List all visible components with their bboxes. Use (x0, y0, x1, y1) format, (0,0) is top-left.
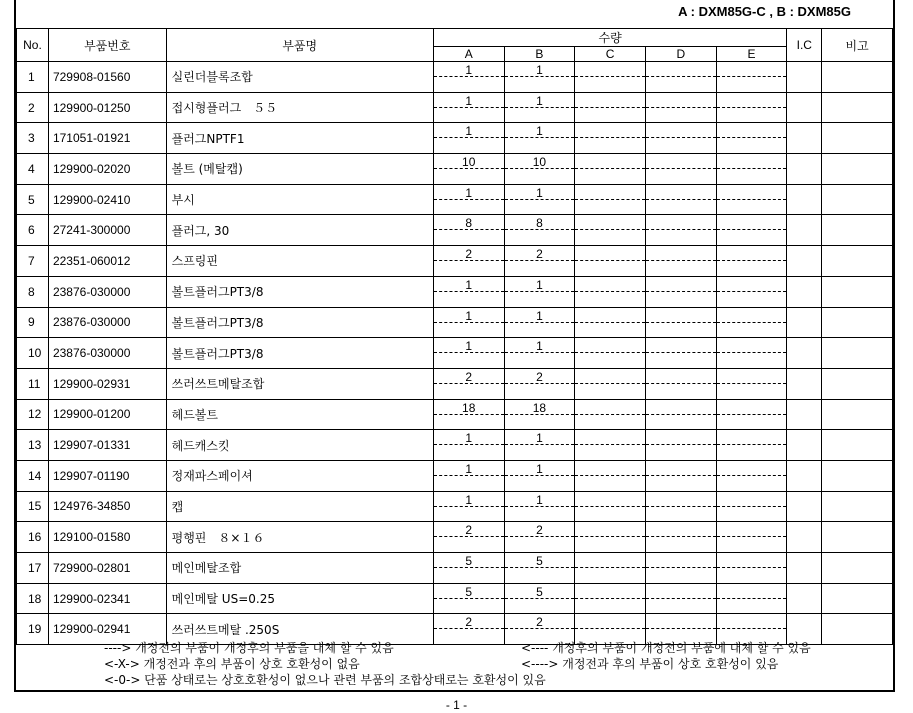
qty-b-value: 2 (536, 247, 543, 262)
part-name: 쓰러쓰트메탈 .250S (166, 614, 433, 645)
part-name: 접시형플러그 ５５ (166, 92, 433, 123)
row-number: 18 (17, 583, 49, 614)
legend-replace-forward: ----> 개정전의 부품이 개정후의 부품을 대체 할 수 있음 (104, 641, 394, 655)
table-row (17, 215, 893, 246)
qty-b-value: 1 (536, 431, 543, 446)
header-part-number: 부품번호 (48, 29, 166, 62)
part-name: 볼트플러그PT3/8 (166, 307, 433, 338)
qty-a-value: 1 (465, 431, 473, 446)
remark-cell (822, 430, 893, 461)
qty-d (645, 215, 716, 246)
table-row (17, 123, 893, 154)
header-qty-c: C (575, 47, 646, 62)
qty-a-value: 1 (465, 124, 473, 139)
table-row (17, 338, 893, 369)
parts-table (16, 28, 893, 645)
qty-a-value: 1 (465, 185, 473, 200)
header-remark: 비고 (822, 29, 893, 62)
qty-e (716, 123, 787, 154)
qty-d (645, 522, 716, 553)
qty-a-value: 1 (465, 308, 473, 323)
qty-c (575, 62, 646, 93)
qty-b-value: 2 (536, 615, 543, 630)
qty-b-value: 1 (536, 93, 543, 108)
qty-b-value: 1 (536, 339, 543, 354)
table-row (17, 583, 893, 614)
qty-e (716, 215, 787, 246)
qty-c (575, 583, 646, 614)
part-number: 23876-030000 (48, 276, 166, 307)
remark-cell (822, 246, 893, 277)
part-number: 129900-01200 (48, 399, 166, 430)
qty-c (575, 430, 646, 461)
remark-cell (822, 460, 893, 491)
qty-a (433, 154, 504, 185)
ic-cell (787, 583, 822, 614)
qty-d (645, 368, 716, 399)
table-row (17, 460, 893, 491)
qty-e (716, 246, 787, 277)
remark-cell (822, 583, 893, 614)
part-number: 124976-34850 (48, 491, 166, 522)
qty-a (433, 583, 504, 614)
remark-cell (822, 553, 893, 584)
qty-c (575, 460, 646, 491)
qty-a (433, 276, 504, 307)
qty-c (575, 338, 646, 369)
header-ic: I.C (787, 29, 822, 62)
qty-b (504, 491, 575, 522)
table-row (17, 276, 893, 307)
qty-e (716, 368, 787, 399)
ic-cell (787, 460, 822, 491)
parts-table-body (17, 62, 893, 645)
qty-d (645, 123, 716, 154)
part-number: 27241-300000 (48, 215, 166, 246)
qty-e (716, 62, 787, 93)
model-line: A : DXM85G-C , B : DXM85G (678, 4, 851, 19)
qty-a-value: 2 (465, 369, 473, 384)
qty-b-value: 8 (536, 216, 543, 231)
qty-d (645, 583, 716, 614)
qty-b (504, 246, 575, 277)
qty-e (716, 583, 787, 614)
ic-cell (787, 92, 822, 123)
remark-cell (822, 62, 893, 93)
row-number: 8 (17, 276, 49, 307)
part-number: 129900-02341 (48, 583, 166, 614)
qty-a-value: 2 (465, 247, 473, 262)
qty-b-value: 5 (536, 554, 543, 568)
part-number: 22351-060012 (48, 246, 166, 277)
part-name: 볼트플러그PT3/8 (166, 276, 433, 307)
qty-b-value: 1 (536, 63, 543, 77)
qty-a-value: 18 (462, 400, 476, 415)
ic-cell (787, 184, 822, 215)
part-name: 헤드볼트 (166, 399, 433, 430)
table-row (17, 246, 893, 277)
qty-c (575, 553, 646, 584)
ic-cell (787, 368, 822, 399)
qty-b (504, 123, 575, 154)
qty-c (575, 154, 646, 185)
qty-c (575, 522, 646, 553)
table-row (17, 399, 893, 430)
qty-d (645, 276, 716, 307)
qty-b (504, 522, 575, 553)
ic-cell (787, 123, 822, 154)
qty-b-value: 1 (536, 308, 543, 323)
table-row (17, 553, 893, 584)
qty-b (504, 430, 575, 461)
qty-d (645, 246, 716, 277)
qty-a (433, 338, 504, 369)
qty-a (433, 430, 504, 461)
ic-cell (787, 62, 822, 93)
qty-b (504, 92, 575, 123)
part-name: 메인메탈조합 (166, 553, 433, 584)
part-number: 129900-02020 (48, 154, 166, 185)
table-row (17, 62, 893, 93)
part-name: 메인메탈 US=0.25 (166, 583, 433, 614)
remark-cell (822, 215, 893, 246)
part-number: 129100-01580 (48, 522, 166, 553)
table-row (17, 491, 893, 522)
qty-b (504, 184, 575, 215)
ic-cell (787, 246, 822, 277)
qty-b (504, 215, 575, 246)
part-number: 129900-02941 (48, 614, 166, 645)
part-number: 129907-01190 (48, 460, 166, 491)
row-number: 6 (17, 215, 49, 246)
header-quantity: 수량 (433, 29, 787, 47)
qty-b-value: 5 (536, 584, 543, 599)
legend-assembly-compatible: <-0-> 단품 상태로는 상호호환성이 없으나 관련 부품의 조합상태로는 호환성이 있음 (104, 673, 546, 687)
remark-cell (822, 368, 893, 399)
qty-a (433, 215, 504, 246)
table-row (17, 184, 893, 215)
row-number: 16 (17, 522, 49, 553)
qty-a (433, 307, 504, 338)
remark-cell (822, 276, 893, 307)
qty-a-value: 2 (465, 615, 473, 630)
row-number: 10 (17, 338, 49, 369)
qty-a-value: 2 (465, 523, 473, 538)
qty-e (716, 491, 787, 522)
remark-cell (822, 491, 893, 522)
ic-cell (787, 399, 822, 430)
part-name: 스프링핀 (166, 246, 433, 277)
row-number: 11 (17, 368, 49, 399)
qty-a-value: 1 (465, 492, 473, 507)
legend-compatible: <----> 개정전과 후의 부품이 상호 호환성이 있음 (521, 657, 779, 671)
qty-b (504, 460, 575, 491)
remark-cell (822, 123, 893, 154)
qty-c (575, 246, 646, 277)
remark-cell (822, 338, 893, 369)
row-number: 19 (17, 614, 49, 645)
qty-c (575, 307, 646, 338)
legend-not-compatible: <-X-> 개정전과 후의 부품이 상호 호환성이 없음 (104, 657, 360, 671)
part-name: 쓰러쓰트메탈조합 (166, 368, 433, 399)
qty-b-value: 1 (536, 492, 543, 507)
qty-b (504, 583, 575, 614)
ic-cell (787, 307, 822, 338)
qty-e (716, 338, 787, 369)
qty-a-value: 1 (465, 93, 473, 108)
qty-c (575, 368, 646, 399)
page-number: - 1 - (445, 698, 468, 712)
part-number: 129900-02931 (48, 368, 166, 399)
row-number: 13 (17, 430, 49, 461)
part-number: 129900-01250 (48, 92, 166, 123)
qty-b (504, 62, 575, 93)
qty-a (433, 123, 504, 154)
qty-b-value: 18 (532, 400, 547, 415)
header-qty-e: E (716, 47, 787, 62)
row-number: 14 (17, 460, 49, 491)
qty-e (716, 276, 787, 307)
row-number: 2 (17, 92, 49, 123)
qty-d (645, 553, 716, 584)
qty-c (575, 399, 646, 430)
qty-d (645, 92, 716, 123)
qty-a (433, 246, 504, 277)
table-row (17, 368, 893, 399)
qty-d (645, 430, 716, 461)
qty-a (433, 184, 504, 215)
part-name: 실린더블록조합 (166, 62, 433, 93)
ic-cell (787, 215, 822, 246)
qty-a-value: 1 (465, 339, 473, 354)
qty-b-value: 1 (536, 277, 543, 292)
qty-e (716, 307, 787, 338)
qty-d (645, 491, 716, 522)
part-name: 평행핀 ８×１６ (166, 522, 433, 553)
qty-b (504, 307, 575, 338)
qty-a-value: 5 (465, 584, 473, 599)
ic-cell (787, 276, 822, 307)
part-name: 헤드캐스킷 (166, 430, 433, 461)
remark-cell (822, 92, 893, 123)
remark-cell (822, 184, 893, 215)
header-no: No. (17, 29, 49, 62)
parts-list-sheet (14, 0, 895, 692)
qty-b-value: 1 (536, 185, 543, 200)
qty-b-value: 1 (536, 124, 543, 139)
qty-d (645, 460, 716, 491)
row-number: 4 (17, 154, 49, 185)
compatibility-legend (16, 640, 893, 688)
qty-b (504, 368, 575, 399)
qty-c (575, 276, 646, 307)
qty-b (504, 399, 575, 430)
qty-a-value: 8 (465, 216, 473, 231)
qty-b (504, 338, 575, 369)
qty-b-value: 10 (532, 155, 547, 170)
qty-b (504, 154, 575, 185)
ic-cell (787, 553, 822, 584)
part-number: 129907-01331 (48, 430, 166, 461)
qty-d (645, 307, 716, 338)
part-number: 729900-02801 (48, 553, 166, 584)
qty-e (716, 553, 787, 584)
qty-e (716, 399, 787, 430)
qty-b (504, 553, 575, 584)
qty-b-value: 1 (536, 461, 543, 476)
ic-cell (787, 338, 822, 369)
part-name: 플러그, 30 (166, 215, 433, 246)
qty-e (716, 522, 787, 553)
qty-e (716, 460, 787, 491)
qty-c (575, 184, 646, 215)
qty-d (645, 62, 716, 93)
part-name: 볼트플러그PT3/8 (166, 338, 433, 369)
header-qty-a: A (433, 47, 504, 62)
table-row (17, 522, 893, 553)
row-number: 12 (17, 399, 49, 430)
qty-a (433, 92, 504, 123)
qty-d (645, 338, 716, 369)
part-number: 129900-02410 (48, 184, 166, 215)
qty-a-value: 10 (462, 155, 476, 170)
row-number: 1 (17, 62, 49, 93)
qty-c (575, 215, 646, 246)
qty-d (645, 184, 716, 215)
row-number: 7 (17, 246, 49, 277)
qty-b-value: 2 (536, 369, 543, 384)
table-row (17, 154, 893, 185)
qty-e (716, 430, 787, 461)
row-number: 5 (17, 184, 49, 215)
qty-a (433, 368, 504, 399)
ic-cell (787, 154, 822, 185)
qty-c (575, 123, 646, 154)
part-name: 정재파스페이셔 (166, 460, 433, 491)
qty-b (504, 276, 575, 307)
qty-d (645, 399, 716, 430)
qty-a (433, 399, 504, 430)
qty-a-value: 1 (465, 277, 473, 292)
table-row (17, 92, 893, 123)
table-row (17, 430, 893, 461)
part-number: 23876-030000 (48, 338, 166, 369)
part-name: 부시 (166, 184, 433, 215)
qty-a (433, 62, 504, 93)
remark-cell (822, 399, 893, 430)
header-qty-d: D (645, 47, 716, 62)
remark-cell (822, 154, 893, 185)
qty-d (645, 154, 716, 185)
qty-e (716, 92, 787, 123)
part-name: 볼트 (메탈캡) (166, 154, 433, 185)
part-name: 캡 (166, 491, 433, 522)
qty-e (716, 154, 787, 185)
row-number: 9 (17, 307, 49, 338)
qty-a-value: 5 (465, 554, 473, 568)
qty-a (433, 460, 504, 491)
qty-a-value: 1 (465, 461, 473, 476)
table-row (17, 307, 893, 338)
qty-a (433, 553, 504, 584)
header-part-name: 부품명 (166, 29, 433, 62)
row-number: 15 (17, 491, 49, 522)
part-name: 플러그NPTF1 (166, 123, 433, 154)
ic-cell (787, 430, 822, 461)
qty-b-value: 2 (536, 523, 543, 538)
ic-cell (787, 491, 822, 522)
part-number: 729908-01560 (48, 62, 166, 93)
ic-cell (787, 522, 822, 553)
row-number: 17 (17, 553, 49, 584)
qty-e (716, 184, 787, 215)
header-qty-b: B (504, 47, 575, 62)
qty-a (433, 522, 504, 553)
remark-cell (822, 522, 893, 553)
qty-c (575, 92, 646, 123)
qty-a (433, 491, 504, 522)
remark-cell (822, 307, 893, 338)
part-number: 171051-01921 (48, 123, 166, 154)
part-number: 23876-030000 (48, 307, 166, 338)
row-number: 3 (17, 123, 49, 154)
qty-c (575, 491, 646, 522)
qty-a-value: 1 (465, 63, 473, 77)
legend-replace-backward: <---- 개정후의 부품이 개정전의 부품에 대체 할 수 있음 (521, 641, 811, 655)
